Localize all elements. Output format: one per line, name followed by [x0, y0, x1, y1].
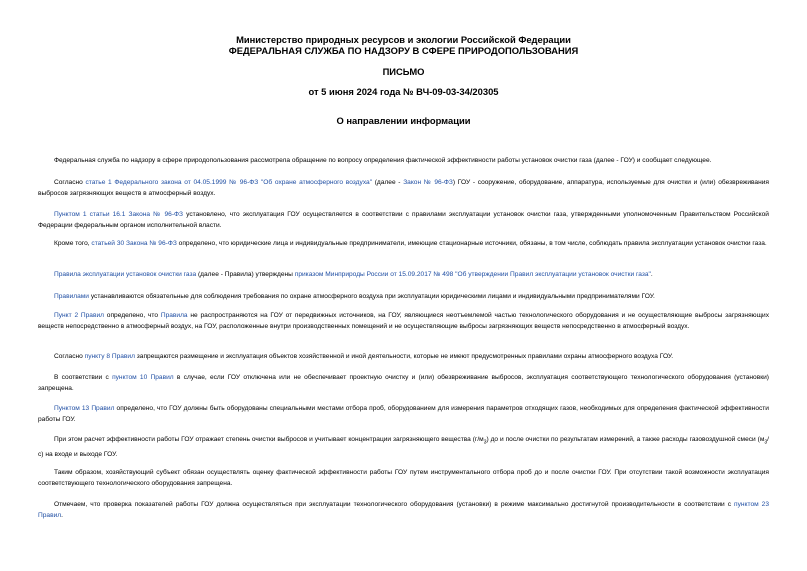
- rules-link-point-10[interactable]: пунктом 10 Правил: [112, 374, 174, 381]
- text: определено, что: [104, 312, 161, 319]
- rules-link-point-23[interactable]: пунктом 23 Правил: [38, 501, 770, 520]
- text: в случае, если ГОУ отключена или не обеспечивает проектную очистку и (или) обезвреживание выбросов, эксплуатация соответствующего технологического оборудования (установки) запрещена.: [38, 374, 769, 393]
- paragraph-7: [38, 310, 769, 333]
- document-date-number: от 5 июня 2024 года № ВЧ-09-03-34/20305: [308, 86, 499, 97]
- text: Таким образом, хозяйствующий субъект обязан осуществлять оценку фактической эффективности работы ГОУ путем инструментального отбора проб до и после очистки ГОУ. При отсутствии такой возможности эксплуатация соответствующего технологического оборудования запрещена.: [38, 469, 769, 488]
- document-subject: О направлении информации: [336, 115, 471, 126]
- rules-link-point-8[interactable]: пункту 8 Правил: [84, 353, 135, 360]
- superscript: 3: [483, 439, 487, 446]
- paragraph-5: [38, 269, 769, 280]
- paragraph-9: [38, 372, 769, 395]
- law-link-article-30[interactable]: статьей 30 Закона № 96-ФЗ: [91, 240, 177, 247]
- text: запрещаются размещение и эксплуатация объектов хозяйственной и иной деятельности, которые не имеют предусмотренных правилами охраны атмосферного воздуха ГОУ.: [134, 353, 674, 360]
- paragraph-1: [38, 155, 769, 166]
- text: /с) на входе и выходе ГОУ.: [38, 436, 769, 458]
- text: устанавливаются обязательные для соблюдения требования по охране атмосферного воздуха при эксплуатации юридическими лицами и индивидуальными предпринимателями ГОУ.: [89, 293, 655, 300]
- text: Федеральная служба по надзору в сфере природопользования рассмотрела обращение по вопросу определения фактической эффективности работы установок очистки газа (далее - ГОУ) и сообщает следующее.: [54, 157, 712, 164]
- text: Согласно: [54, 179, 86, 186]
- order-link-498[interactable]: приказом Минприроды России от 15.09.2017 № 498 "Об утверждении Правил эксплуатации установок очистки газа": [294, 271, 651, 278]
- text: (далее - Правила) утверждены: [196, 271, 295, 278]
- rules-link[interactable]: Правилами: [54, 293, 89, 300]
- text: .: [61, 512, 63, 520]
- rules-link[interactable]: Правила эксплуатации установок очистки газа: [54, 271, 197, 278]
- text: ) ГОУ - сооружение, оборудование, аппаратура, используемые для очистки и (или) обезвреживания выбросов загрязняющих веществ в атмосферный воздух.: [38, 179, 769, 198]
- paragraph-11: [38, 434, 769, 460]
- superscript: 3: [764, 439, 768, 446]
- paragraph-2: [38, 177, 769, 200]
- paragraph-4: [38, 238, 769, 249]
- document-type: ПИСЬМО: [382, 66, 425, 77]
- paragraph-12: [38, 467, 769, 490]
- text: Согласно: [54, 353, 85, 360]
- rules-link-point-13[interactable]: Пунктом 13 Правил: [54, 405, 115, 412]
- text: определено, что юридические лица и индивидуальные предприниматели, имеющие стационарные источники, обязаны, в том числе, соблюдать правила эксплуатации установок очистки газа.: [176, 240, 767, 247]
- paragraph-8: [38, 351, 769, 362]
- text: ) до и после очистки по результатам измерений, а также расходы газовоздушной смеси (м: [486, 436, 765, 443]
- text: Кроме того,: [54, 240, 92, 247]
- ministry-name: Министерство природных ресурсов и экологии Российской Федерации: [236, 34, 571, 45]
- paragraph-6: [38, 291, 769, 302]
- service-name: ФЕДЕРАЛЬНАЯ СЛУЖБА ПО НАДЗОРУ В СФЕРЕ ПРИРОДОПОЛЬЗОВАНИЯ: [228, 45, 579, 56]
- text: установлено, что эксплуатация ГОУ осуществляется в соответствии с правилами эксплуатации установок очистки газа, утвержденными уполномоченным Правительством Российской Федерации федеральным органом исполнительной власти.: [38, 211, 769, 230]
- paragraph-3: [38, 209, 769, 232]
- rules-link[interactable]: Правила: [160, 312, 188, 319]
- text: При этом расчет эффективности работы ГОУ отражает степень очистки выбросов и учитывает концентрации загрязняющего вещества (г/м: [54, 436, 484, 443]
- rules-link-point-2[interactable]: Пункт 2 Правил: [54, 312, 105, 319]
- law-link-article-1[interactable]: статье 1 Федерального закона от 04.05.1999 № 96-ФЗ "Об охране атмосферного воздуха": [85, 179, 373, 186]
- text: (далее -: [372, 179, 404, 186]
- law-link-article-16-1[interactable]: Пунктом 1 статьи 16.1 Закона № 96-ФЗ: [54, 211, 184, 218]
- text: не распространяются на ГОУ от передвижных источников, на ГОУ, являющиеся неотъемлемой частью технологического оборудования и не осуществляющие выбросы загрязняющих веществ непосредственно в атмосферный воздух, на ГОУ, расположенные внутри производственных помещений и не осуществляющие выбросы загрязняющих веществ непосредственно в атмосферный воздух.: [38, 312, 769, 331]
- text: определено, что ГОУ должны быть оборудованы специальными местами отбора проб, оборудованием для измерения параметров отходящих газов, необходимых для определения фактической эффективности работы ГОУ.: [38, 405, 769, 424]
- law-link-96fz[interactable]: Закон № 96-ФЗ: [403, 179, 453, 186]
- text: Отмечаем, что проверка показателей работы ГОУ должна осуществляться при эксплуатации технологического оборудования (установки) в режиме максимально достигнутой производительности в соответствии с: [54, 501, 735, 508]
- text: .: [650, 271, 653, 278]
- paragraph-10: [38, 403, 769, 426]
- paragraph-13: [38, 499, 769, 522]
- text: В соответствии с: [54, 374, 113, 381]
